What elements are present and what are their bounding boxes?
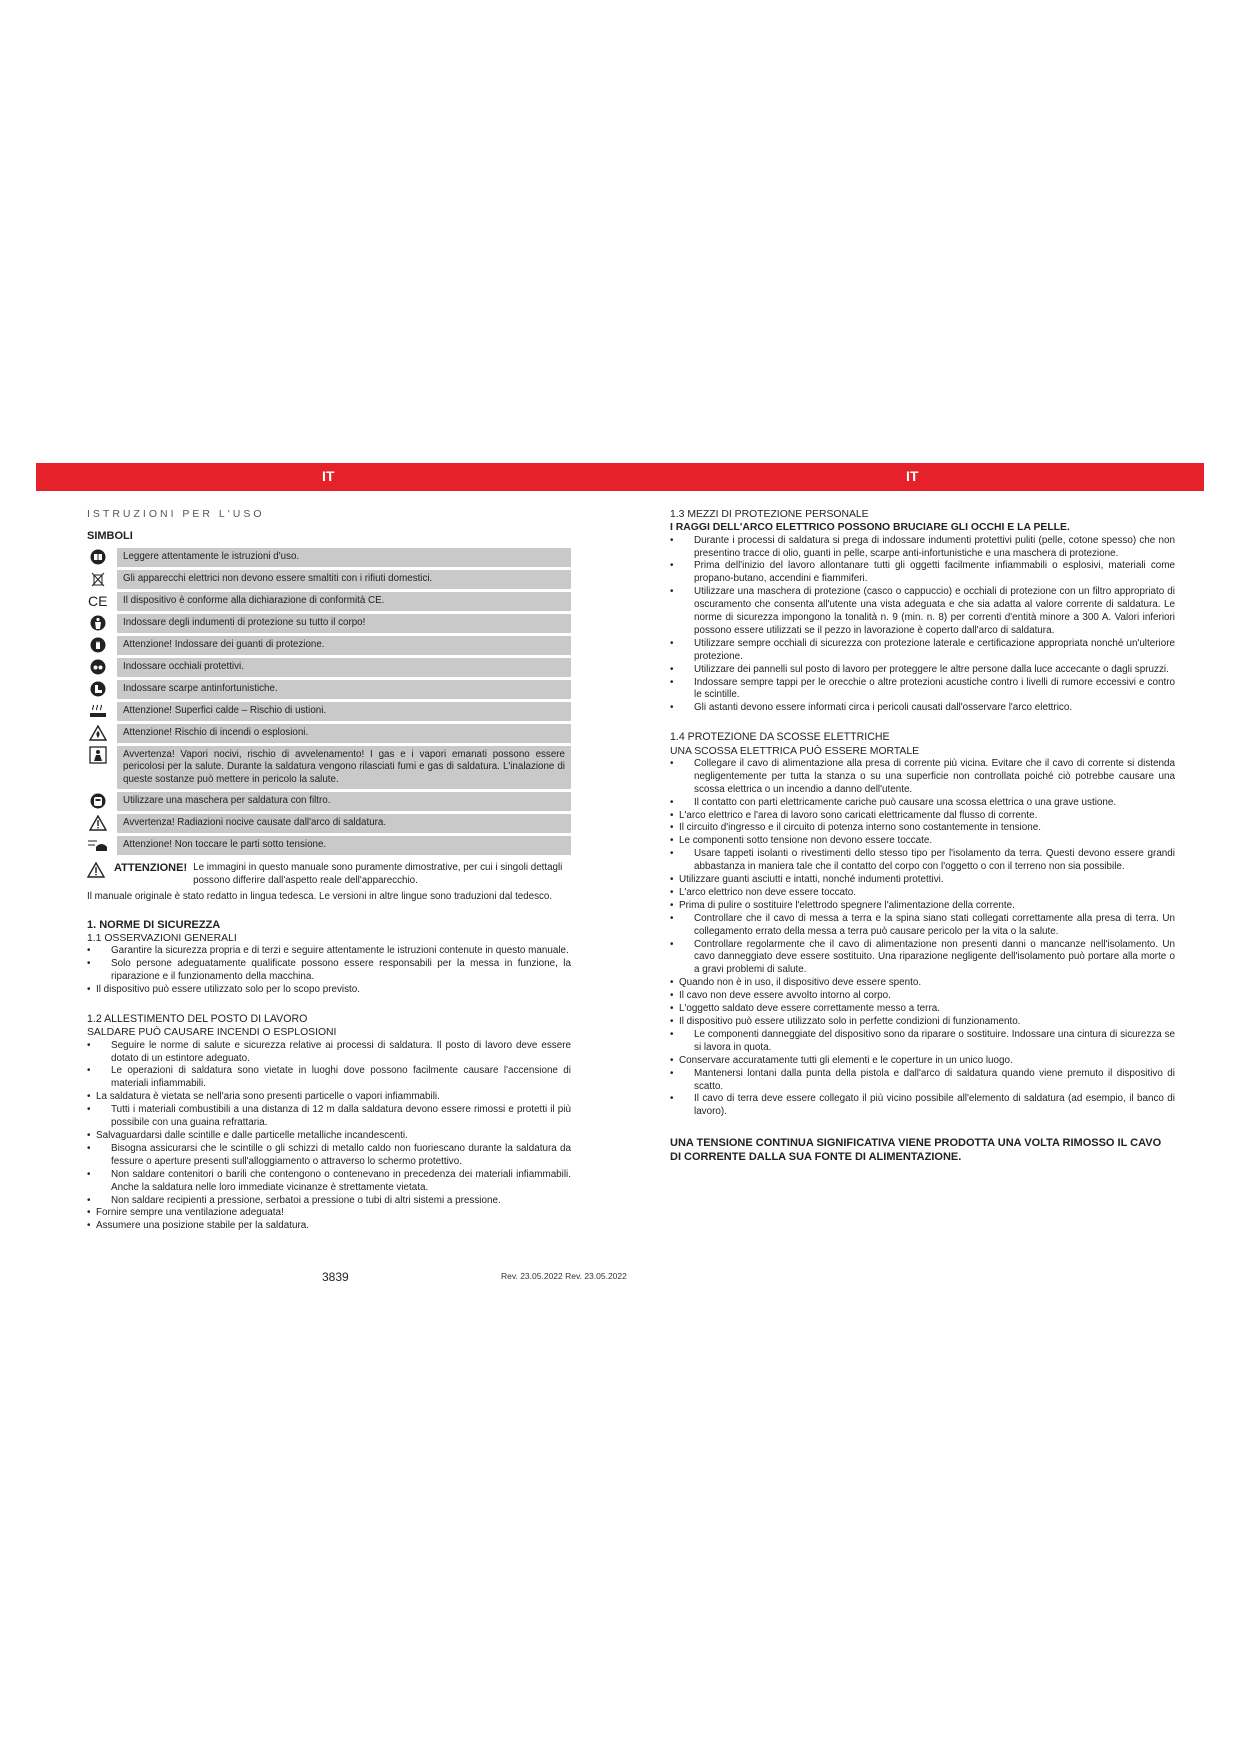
section-1-4-subtitle: UNA SCOSSA ELETTRICA PUÒ ESSERE MORTALE: [670, 745, 920, 757]
lang-label-left: IT: [322, 468, 335, 484]
list-item: • Controllare regolarmente che il cavo di alimentazione non presenti danni o mancanze nell'isolamento. Un cavo danneggiato deve essere sostituito. Una riparazione negligente dell'isolamento può portare alla morte o a gravi problemi di salute.: [670, 939, 1175, 978]
fumes-warning-icon: [87, 747, 109, 763]
symbol-row: [87, 680, 571, 699]
symbol-row: [87, 614, 571, 633]
list-item: • Conservare accuratamente tutti gli elementi e le coperture in un unico luogo.: [670, 1055, 1175, 1068]
radiation-warning-icon: [87, 815, 109, 831]
list-item: • Controllare che il cavo di messa a terra e la spina siano stati collegati correttamente alla presa di terra. Un collegamento errato della messa a terra può causare pericolo per la vita o la salute.: [670, 913, 1175, 939]
attention-heading: ATTENZIONE!: [114, 862, 188, 875]
symbols-title: SIMBOLI: [87, 530, 133, 543]
goggles-icon: [87, 659, 109, 675]
section-1-2-list: [87, 1040, 571, 1234]
symbol-row: [87, 592, 571, 611]
symbol-text: Avvertenza! Radiazioni nocive causate dall'arco di saldatura.: [117, 814, 571, 833]
symbol-text: Attenzione! Rischio di incendi o esplosioni.: [117, 724, 571, 743]
list-item: • Il cavo non deve essere avvolto intorno al corpo.: [670, 990, 1175, 1003]
list-item: • Seguire le norme di salute e sicurezza relative ai processi di saldatura. Il posto di lavoro deve essere dotato di un estintore adeguato.: [87, 1040, 571, 1066]
symbol-text: Indossare scarpe antinfortunistiche.: [117, 680, 571, 699]
symbol-row: [87, 548, 571, 567]
section-1-3-subtitle: I RAGGI DELL'ARCO ELETTRICO POSSONO BRUCIARE GLI OCCHI E LA PELLE.: [670, 522, 1070, 534]
ce-mark-icon: [87, 593, 109, 609]
section-1-3-title: 1.3 MEZZI DI PROTEZIONE PERSONALE: [670, 509, 869, 520]
section-1-4-title: 1.4 PROTEZIONE DA SCOSSE ELETTRICHE: [670, 731, 890, 744]
safety-shoes-icon: [87, 681, 109, 697]
read-manual-icon: [87, 549, 109, 565]
symbol-text: Attenzione! Indossare dei guanti di protezione.: [117, 636, 571, 655]
list-item: • L'arco elettrico non deve essere toccato.: [670, 887, 1175, 900]
symbol-row: [87, 702, 571, 721]
left-column: [87, 508, 571, 1233]
list-item: • Assumere una posizione stabile per la saldatura.: [87, 1220, 571, 1233]
list-item: • Il dispositivo può essere utilizzato solo in perfette condizioni di funzionamento.: [670, 1016, 1175, 1029]
symbol-row: [87, 724, 571, 743]
list-item: • La saldatura è vietata se nell'aria sono presenti particelle o vapori infiammabili.: [87, 1091, 571, 1104]
list-item: • Le operazioni di saldatura sono vietate in luoghi dove possono facilmente causare l'accensione di materiali infiammabili.: [87, 1065, 571, 1091]
attention-notice: [87, 862, 571, 887]
list-item: • Tutti i materiali combustibili a una distanza di 12 m dalla saldatura devono essere rimossi e protetti il più possibile con una guaina refrattaria.: [87, 1104, 571, 1130]
list-item: • Prima di pulire o sostituire l'elettrodo spegnere l'alimentazione della corrente.: [670, 900, 1175, 913]
list-item: • Indossare sempre tappi per le orecchie o altre protezioni acustiche contro i livelli di rumore eccessivi e contro le scintille.: [670, 677, 1175, 703]
list-item: • Fornire sempre una ventilazione adeguata!: [87, 1207, 571, 1220]
section-1-1-list: [87, 945, 571, 997]
list-item: • Utilizzare dei pannelli sul posto di lavoro per proteggere le altre persone dalla luce accecante o dagli spruzzi.: [670, 664, 1175, 677]
section-1-title: 1. NORME DI SICUREZZA: [87, 918, 221, 931]
right-column: [670, 508, 1175, 1164]
list-item: • Il dispositivo può essere utilizzato solo per lo scopo previsto.: [87, 984, 571, 997]
lang-label-right: IT: [906, 468, 919, 484]
attention-text: Le immagini in questo manuale sono puramente dimostrative, per cui i singoli dettagli possono differire dall'aspetto reale dell'apparecchio.: [193, 862, 563, 886]
symbol-text: Leggere attentamente le istruzioni d'uso.: [117, 548, 571, 567]
section-1-1-title: 1.1 OSSERVAZIONI GENERALI: [87, 933, 237, 945]
symbol-row: [87, 814, 571, 833]
list-item: • Solo persone adeguatamente qualificate possono essere responsabili per la messa in funzione, la riparazione e il funzionamento della macchina.: [87, 958, 571, 984]
warning-triangle-icon: [87, 862, 109, 878]
section-1-3-list: [670, 535, 1175, 716]
list-item: • L'oggetto saldato deve essere correttamente messo a terra.: [670, 1003, 1175, 1016]
list-item: • Il circuito d'ingresso e il circuito di potenza interno sono costantemente in tensione.: [670, 822, 1175, 835]
revision-label: Rev. 23.05.2022 Rev. 23.05.2022: [501, 1271, 627, 1281]
list-item: • Utilizzare guanti asciutti e intatti, nonché indumenti protettivi.: [670, 874, 1175, 887]
list-item: • Le componenti sotto tensione non devono essere toccate.: [670, 835, 1175, 848]
list-item: • Mantenersi lontani dalla punta della pistola e dall'arco di saldatura quando viene premuto il dispositivo di scatto.: [670, 1068, 1175, 1094]
symbol-row: [87, 836, 571, 855]
electric-shock-icon: [87, 837, 109, 853]
page-number: 3839: [322, 1270, 349, 1284]
symbol-row: [87, 746, 571, 790]
symbol-row: [87, 570, 571, 589]
list-item: • Gli astanti devono essere informati circa i pericoli causati dall'osservare l'arco elettrico.: [670, 702, 1175, 715]
list-item: • Salvaguardarsi dalle scintille e dalle particelle metalliche incandescenti.: [87, 1130, 571, 1143]
list-item: • Il contatto con parti elettricamente cariche può causare una scossa elettrica o una grave ustione.: [670, 797, 1175, 810]
welding-mask-icon: [87, 793, 109, 809]
list-item: • Durante i processi di saldatura si prega di indossare indumenti protettivi puliti (pelle, cotone spesso) che non presentino tracce di olio, guanti in pelle, scarpe anti-infortunistiche e una maschera di protezione.: [670, 535, 1175, 561]
list-item: • Usare tappeti isolanti o rivestimenti dello stesso tipo per l'isolamento da terra. Questi devono essere grandi abbastanza in maniera tale che il contatto del corpo con l'oggetto o con il terreno non sia possibile.: [670, 848, 1175, 874]
section-1-2-subtitle: SALDARE PUÒ CAUSARE INCENDI O ESPLOSIONI: [87, 1027, 337, 1039]
list-item: • Collegare il cavo di alimentazione alla presa di corrente più vicina. Evitare che il cavo di corrente si distenda negligentemente per tutta la stanza o su una superficie non controllata poiché ciò potrebbe causare una scossa elettrica o un incendio a danno dell'utente.: [670, 758, 1175, 797]
list-item: • Bisogna assicurarsi che le scintille o gli schizzi di metallo caldo non fuoriescano durante la saldatura da fessure o aperture presenti sull'alloggiamento o attraverso lo schermo protettivo.: [87, 1143, 571, 1169]
protective-clothing-icon: [87, 615, 109, 631]
svg-text:CE: CE: [88, 592, 108, 609]
crossed-bin-icon: [87, 571, 109, 587]
section-1-2-title: 1.2 ALLESTIMENTO DEL POSTO DI LAVORO: [87, 1013, 308, 1026]
symbols-table: [87, 548, 571, 856]
fire-warning-icon: [87, 725, 109, 741]
final-warning: UNA TENSIONE CONTINUA SIGNIFICATIVA VIENE PRODOTTA UNA VOLTA RIMOSSO IL CAVO DI CORRENTE DALLA SUA FONTE DI ALIMENTAZIONE.: [670, 1137, 1162, 1163]
symbol-row: [87, 658, 571, 677]
symbol-text: Gli apparecchi elettrici non devono essere smaltiti con i rifiuti domestici.: [117, 570, 571, 589]
list-item: • Non saldare recipienti a pressione, serbatoi a pressione o tubi di altri sistemi a pressione.: [87, 1195, 571, 1208]
symbol-text: Utilizzare una maschera per saldatura con filtro.: [117, 792, 571, 811]
section-1-4-list: [670, 758, 1175, 1119]
list-item: • Le componenti danneggiate del dispositivo sono da riparare o sostituire. Indossare una cintura di sicurezza se si lavora in quota.: [670, 1029, 1175, 1055]
gloves-icon: [87, 637, 109, 653]
list-item: • Non saldare contenitori o barili che contengono o contenevano in precedenza dei materiali infiammabili. Anche la saldatura nelle loro immediate vicinanze è strettamente vietata.: [87, 1169, 571, 1195]
list-item: • Garantire la sicurezza propria e di terzi e seguire attentamente le istruzioni contenute in questo manuale.: [87, 945, 571, 958]
list-item: • Utilizzare sempre occhiali di sicurezza con protezione laterale e certificazione appropriata nonché un'ulteriore protezione.: [670, 638, 1175, 664]
symbol-row: [87, 792, 571, 811]
symbol-text: Avvertenza! Vapori nocivi, rischio di avvelenamento! I gas e i vapori emanati possono essere pericolosi per la salute. Durante la saldatura vengono rilasciati fumi e gas di saldatura. L'inalazione di queste sostanze può mettere in pericolo la salute.: [117, 746, 571, 790]
symbol-text: Il dispositivo è conforme alla dichiarazione di conformità CE.: [117, 592, 571, 611]
language-band: [36, 463, 1204, 491]
original-language-note: Il manuale originale è stato redatto in lingua tedesca. Le versioni in altre lingue sono traduzioni dal tedesco.: [87, 890, 553, 902]
symbol-text: Attenzione! Superfici calde – Rischio di ustioni.: [117, 702, 571, 721]
list-item: • Prima dell'inizio del lavoro allontanare tutti gli oggetti facilmente infiammabili o esplosivi, materiali come propano-butano, accendini e fiammiferi.: [670, 560, 1175, 586]
document-title: ISTRUZIONI PER L'USO: [87, 508, 265, 520]
symbol-text: Indossare degli indumenti di protezione su tutto il corpo!: [117, 614, 571, 633]
symbol-row: [87, 636, 571, 655]
symbol-text: Attenzione! Non toccare le parti sotto tensione.: [117, 836, 571, 855]
list-item: • L'arco elettrico e l'area di lavoro sono caricati elettricamente dal flusso di corrente.: [670, 810, 1175, 823]
hot-surface-icon: [87, 703, 109, 719]
list-item: • Il cavo di terra deve essere collegato il più vicino possibile all'elemento di saldatura (ad esempio, il banco di lavoro).: [670, 1093, 1175, 1119]
list-item: • Utilizzare una maschera di protezione (casco o cappuccio) e occhiali di protezione con un filtro appropriato di oscuramento che consenta all'utente una vista adeguata e che sia adatta al valore corrente di saldatura. Le norme di sicurezza impongono la tonalità n. 9 (min. n. 8) per correnti d'entità minore a 300 A. Valori inferiori possono essere utilizzati se il pezzo in lavorazione è coperto dall'arco di saldatura.: [670, 586, 1175, 638]
symbol-text: Indossare occhiali protettivi.: [117, 658, 571, 677]
list-item: • Quando non è in uso, il dispositivo deve essere spento.: [670, 977, 1175, 990]
